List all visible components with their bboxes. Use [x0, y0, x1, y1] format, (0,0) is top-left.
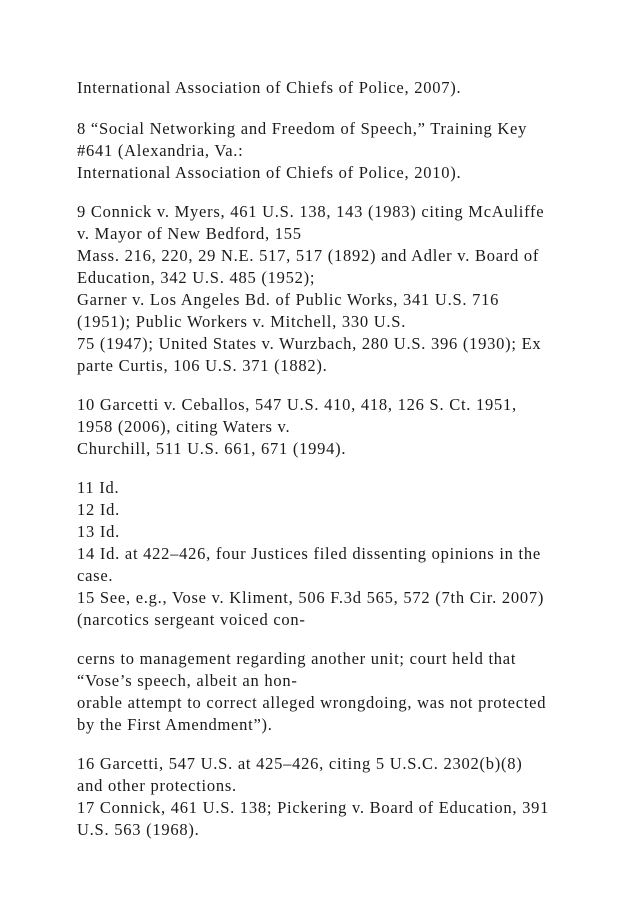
text-line: case.	[77, 566, 114, 585]
text-line: Churchill, 511 U.S. 661, 671 (1994).	[77, 439, 347, 458]
text-line: 1958 (2006), citing Waters v.	[77, 417, 291, 436]
text-line: Education, 342 U.S. 485 (1952);	[77, 268, 316, 287]
text-line: Mass. 216, 220, 29 N.E. 517, 517 (1892) and Adler v. Board of	[77, 246, 540, 265]
text-line: 17 Connick, 461 U.S. 138; Pickering v. Board of Education, 391	[77, 798, 550, 817]
text-line: (narcotics sergeant voiced con-	[77, 610, 306, 629]
text-line: 75 (1947); United States v. Wurzbach, 280 U.S. 396 (1930); Ex	[77, 334, 542, 353]
text-line: Garner v. Los Angeles Bd. of Public Works, 341 U.S. 716	[77, 290, 500, 309]
text-line: orable attempt to correct alleged wrongdoing, was not protected	[77, 693, 547, 712]
text-line: “Vose’s speech, albeit an hon-	[77, 671, 298, 690]
text-line: 8 “Social Networking and Freedom of Speech,” Training Key	[77, 119, 528, 138]
text-line: 9 Connick v. Myers, 461 U.S. 138, 143 (1983) citing McAuliffe	[77, 202, 545, 221]
text-line: 13 Id.	[77, 522, 120, 541]
text-line: 10 Garcetti v. Ceballos, 547 U.S. 410, 418, 126 S. Ct. 1951,	[77, 395, 517, 414]
text-line: parte Curtis, 106 U.S. 371 (1882).	[77, 356, 328, 375]
text-line: v. Mayor of New Bedford, 155	[77, 224, 302, 243]
text-line: and other protections.	[77, 776, 237, 795]
text-line: 11 Id.	[77, 478, 120, 497]
text-line: (1951); Public Workers v. Mitchell, 330 U.S.	[77, 312, 407, 331]
text-line: U.S. 563 (1968).	[77, 820, 200, 839]
text-line: #641 (Alexandria, Va.:	[77, 141, 244, 160]
text-line: International Association of Chiefs of Police, 2007).	[77, 78, 462, 97]
text-line: 15 See, e.g., Vose v. Kliment, 506 F.3d 565, 572 (7th Cir. 2007)	[77, 588, 545, 607]
text-line: by the First Amendment”).	[77, 715, 273, 734]
text-line: 12 Id.	[77, 500, 120, 519]
text-line: 14 Id. at 422–426, four Justices filed dissenting opinions in the	[77, 544, 541, 563]
text-line: cerns to management regarding another unit; court held that	[77, 649, 517, 668]
text-line: 16 Garcetti, 547 U.S. at 425–426, citing 5 U.S.C. 2302(b)(8)	[77, 754, 523, 773]
text-line: International Association of Chiefs of Police, 2010).	[77, 163, 462, 182]
